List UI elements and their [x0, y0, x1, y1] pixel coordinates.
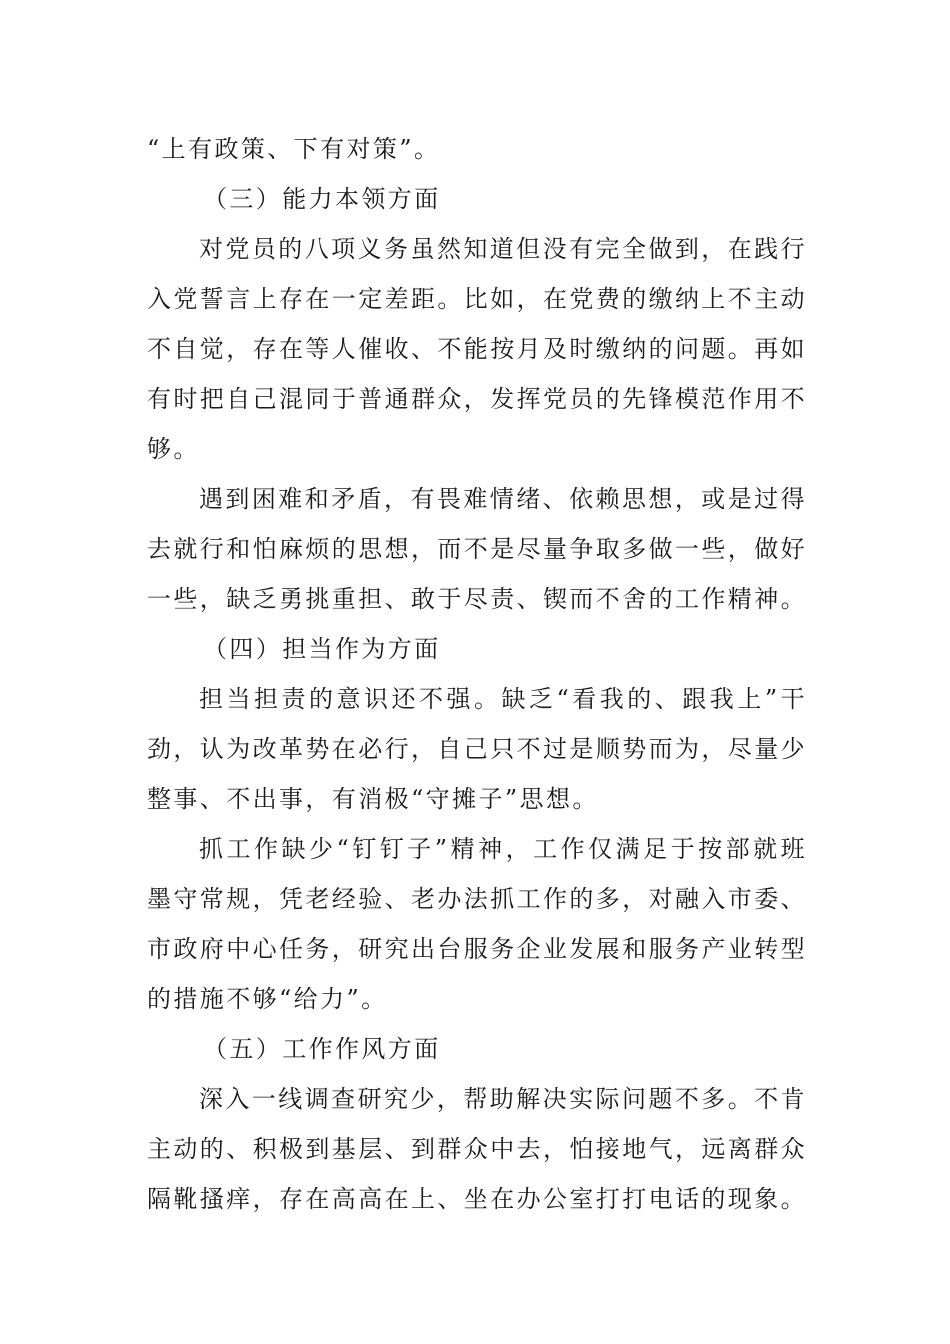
section-heading-3: （三）能力本领方面	[203, 185, 441, 213]
paragraph-4-2-line: 市政府中心任务，研究出台服务企业发展和服务产业转型	[147, 935, 807, 963]
paragraph-3-2-line: 遇到困难和矛盾，有畏难情绪、依赖思想，或是过得	[199, 485, 807, 513]
paragraph-4-1-line: 担当担责的意识还不强。缺乏“看我的、跟我上”干	[199, 685, 807, 713]
paragraph-5-1-line: 隔靴搔痒，存在高高在上、坐在办公室打打电话的现象。	[147, 1185, 807, 1213]
paragraph-4-2-line: 墨守常规，凭老经验、老办法抓工作的多，对融入市委、	[147, 885, 807, 913]
section-heading-5: （五）工作作风方面	[203, 1035, 441, 1063]
continuation-line: “上有政策、下有对策”。	[147, 135, 441, 163]
document-body	[147, 124, 807, 1224]
paragraph-3-1-line: 有时把自己混同于普通群众，发挥党员的先锋模范作用不	[147, 385, 807, 413]
section-heading-4: （四）担当作为方面	[203, 635, 441, 663]
paragraph-3-1-line: 够。	[147, 435, 200, 463]
paragraph-5-1-line: 深入一线调查研究少，帮助解决实际问题不多。不肯	[199, 1085, 807, 1113]
paragraph-3-1-line: 入党誓言上存在一定差距。比如，在党费的缴纳上不主动	[147, 285, 807, 313]
paragraph-3-2-line: 一些，缺乏勇挑重担、敢于尽责、锲而不舍的工作精神。	[147, 585, 807, 613]
paragraph-5-1-line: 主动的、积极到基层、到群众中去，怕接地气，远离群众	[147, 1135, 807, 1163]
paragraph-3-2-line: 去就行和怕麻烦的思想，而不是尽量争取多做一些，做好	[147, 535, 807, 563]
paragraph-4-1-line: 劲，认为改革势在必行，自己只不过是顺势而为，尽量少	[147, 735, 807, 763]
paragraph-4-2-line: 的措施不够“给力”。	[147, 985, 388, 1013]
paragraph-4-1-line: 整事、不出事，有消极“守摊子”思想。	[147, 785, 599, 813]
paragraph-4-2-line: 抓工作缺少“钉钉子”精神，工作仅满足于按部就班	[199, 835, 807, 863]
paragraph-3-1-line: 对党员的八项义务虽然知道但没有完全做到，在践行	[199, 235, 807, 263]
paragraph-3-1-line: 不自觉，存在等人催收、不能按月及时缴纳的问题。再如	[147, 335, 807, 363]
